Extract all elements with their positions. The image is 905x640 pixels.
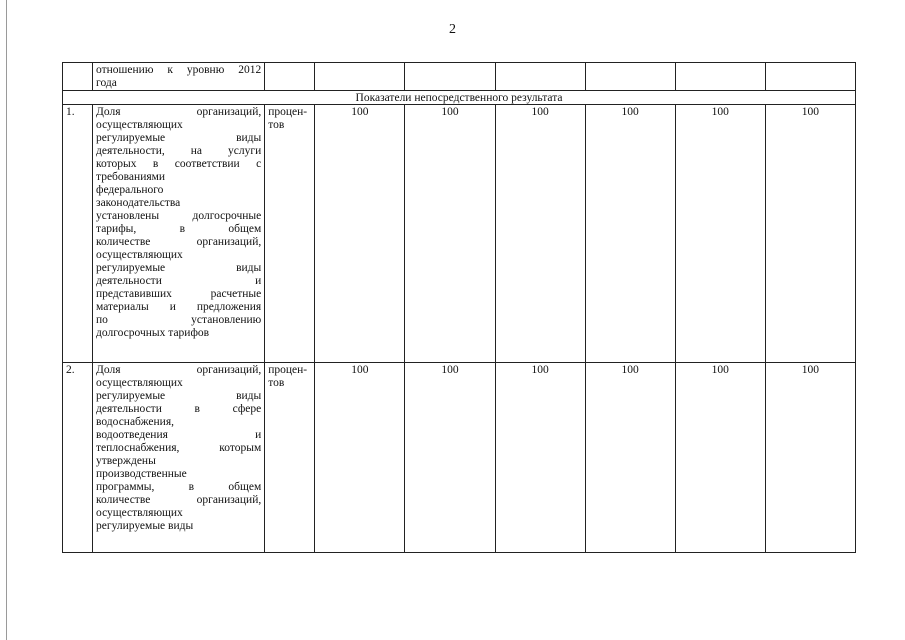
name-line: водоотведения и: [96, 429, 262, 441]
name-line: установлены долгосрочные: [96, 210, 262, 222]
name-line: регулируемые виды: [96, 262, 262, 274]
name-line: количестве организаций,: [96, 494, 262, 506]
cell-value: 100: [675, 363, 765, 553]
name-line: федерального: [96, 184, 164, 196]
name-line: отношению к уровню 2012: [96, 64, 262, 76]
cell-value: [765, 63, 855, 91]
name-line: регулируемые виды: [96, 390, 262, 402]
name-line: Доля организаций,: [96, 364, 262, 376]
cell-number: [63, 63, 93, 91]
unit-line: процен-: [268, 106, 308, 118]
name-line: количестве организаций,: [96, 236, 262, 248]
cell-value: 100: [585, 105, 675, 363]
cell-value: 100: [585, 363, 675, 553]
cell-value: 100: [315, 105, 405, 363]
cell-value: 100: [315, 363, 405, 553]
name-line: теплоснабжения, которым: [96, 442, 262, 454]
cell-unit: [265, 63, 315, 91]
name-line: осуществляющих: [96, 249, 183, 261]
name-line: регулируемые виды: [96, 132, 262, 144]
cell-value: [495, 63, 585, 91]
cell-indicator-name: [93, 363, 265, 553]
name-line: законодательства: [96, 197, 181, 209]
name-line: осуществляющих: [96, 507, 183, 519]
table-row-section-header: [63, 91, 856, 105]
name-line: Доля организаций,: [96, 106, 262, 118]
name-line: утверждены: [96, 455, 156, 467]
name-line: программы, в общем: [96, 481, 262, 493]
cell-value: 100: [405, 105, 495, 363]
name-line: долгосрочных тарифов: [96, 327, 210, 339]
cell-indicator-name: [93, 63, 265, 91]
cell-value: 100: [495, 105, 585, 363]
section-header: Показатели непосредственного результата: [63, 91, 856, 105]
name-line: деятельности и: [96, 275, 262, 287]
cell-value: 100: [765, 105, 855, 363]
name-line: которых в соответствии с: [96, 158, 262, 170]
name-line: материалы и предложения: [96, 301, 262, 313]
cell-number: 2.: [63, 363, 93, 553]
name-line: деятельности в сфере: [96, 403, 262, 415]
cell-value: 100: [405, 363, 495, 553]
unit-line: тов: [268, 377, 285, 389]
page-edge-rule: [6, 0, 7, 640]
page-number: 2: [449, 22, 456, 37]
cell-value: [675, 63, 765, 91]
cell-value: 100: [675, 105, 765, 363]
cell-unit: [265, 105, 315, 363]
name-line: по установлению: [96, 314, 262, 326]
name-line: осуществляющих: [96, 119, 183, 131]
name-line: производственные: [96, 468, 187, 480]
indicators-table: [62, 62, 856, 553]
name-line: деятельности, на услуги: [96, 145, 262, 157]
cell-value: 100: [495, 363, 585, 553]
name-line: требованиями: [96, 171, 166, 183]
table-row: [63, 105, 856, 363]
table-row-continuation: [63, 63, 856, 91]
name-line: представивших расчетные: [96, 288, 262, 300]
name-line: тарифы, в общем: [96, 223, 262, 235]
name-line: осуществляющих: [96, 377, 183, 389]
cell-indicator-name: [93, 105, 265, 363]
cell-value: [585, 63, 675, 91]
table-row: [63, 363, 856, 553]
unit-line: процен-: [268, 364, 308, 376]
cell-value: [405, 63, 495, 91]
cell-value: 100: [765, 363, 855, 553]
unit-line: тов: [268, 119, 285, 131]
name-line: водоснабжения,: [96, 416, 174, 428]
cell-unit: [265, 363, 315, 553]
cell-number: 1.: [63, 105, 93, 363]
cell-value: [315, 63, 405, 91]
name-line: года: [96, 77, 117, 89]
name-line: регулируемые виды: [96, 520, 194, 532]
